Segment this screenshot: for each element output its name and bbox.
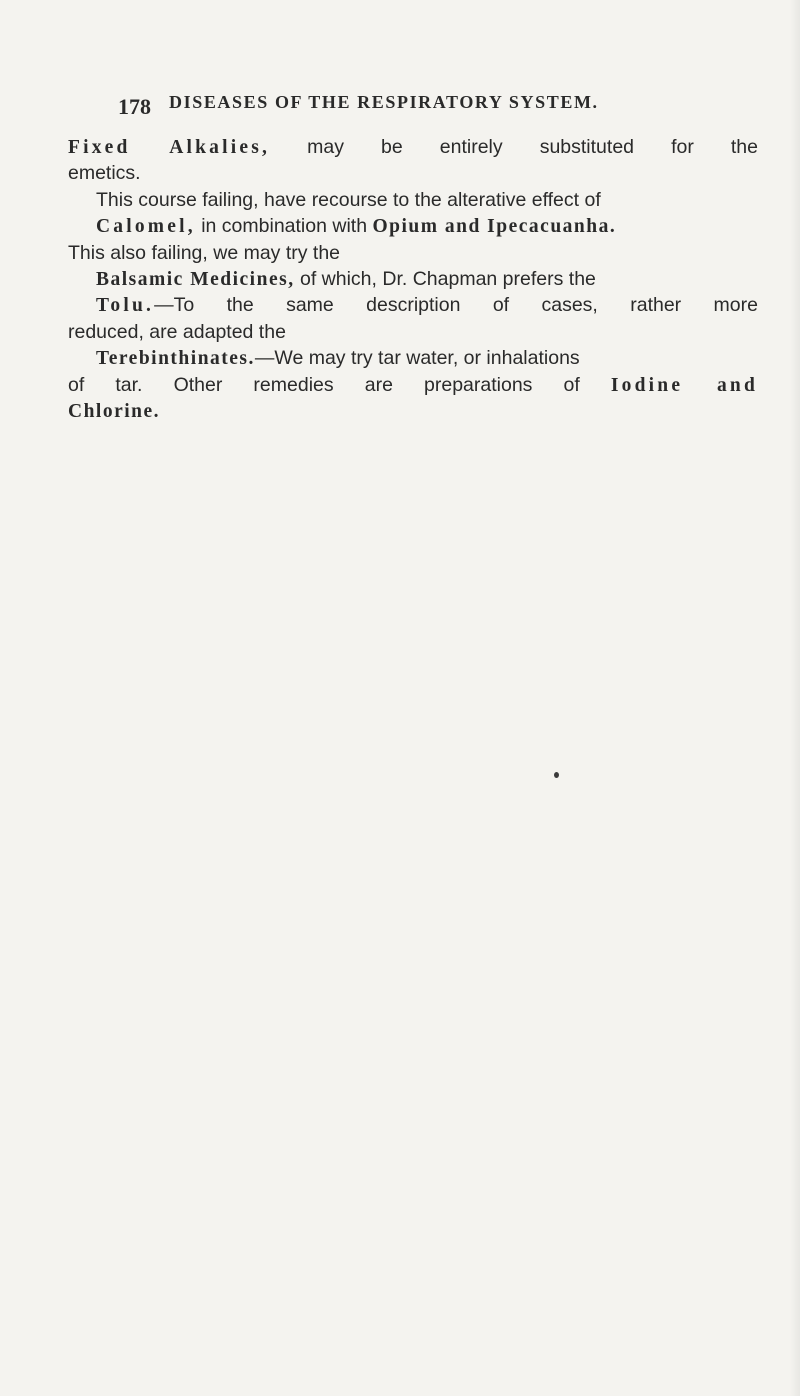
ink-speck — [554, 772, 559, 778]
emphasis-term: Balsamic Medicines, — [96, 268, 295, 290]
text-line — [68, 187, 758, 213]
text-line — [68, 319, 758, 345]
page-header — [118, 88, 718, 119]
text-run: This also failing, we may try the — [68, 241, 341, 264]
text-line — [68, 134, 758, 160]
text-run: This course failing, have recourse to the alterative effect of — [96, 188, 601, 211]
text-line — [68, 292, 758, 318]
text-run: may be entirely substituted for the — [270, 136, 758, 158]
emphasis-term: Opium and Ipecacuanha. — [372, 216, 617, 238]
text-line — [68, 240, 758, 266]
text-line — [68, 372, 758, 398]
text-line — [68, 160, 758, 186]
emphasis-term: Iodine and — [610, 374, 758, 396]
text-line — [68, 345, 758, 371]
text-run: of tar. Other remedies are preparations of — [68, 373, 611, 396]
emphasis-term: Fixed Alkalies, — [68, 137, 271, 158]
page-number: 178 — [118, 94, 151, 119]
text-run: reduced, are adapted the — [68, 320, 286, 343]
emphasis-term: Tolu. — [96, 295, 155, 317]
page-edge-shadow — [790, 0, 800, 1396]
emphasis-term: Calomel, — [96, 216, 196, 238]
text-run: —We may try tar water, or inhalations — [254, 347, 580, 370]
text-run: emetics. — [68, 162, 141, 185]
text-run: in combination with — [195, 215, 373, 238]
text-line — [68, 213, 758, 239]
text-line — [68, 266, 758, 292]
emphasis-term: Chlorine. — [68, 400, 161, 422]
text-line — [68, 398, 758, 424]
text-run: of which, Dr. Chapman prefers the — [294, 267, 596, 290]
emphasis-term: Terebinthinates. — [96, 348, 255, 370]
running-head: DISEASES OF THE RESPIRATORY SYSTEM. — [169, 92, 599, 112]
text-run: —To the same description of cases, rather more — [154, 294, 758, 317]
body-text — [68, 134, 758, 424]
